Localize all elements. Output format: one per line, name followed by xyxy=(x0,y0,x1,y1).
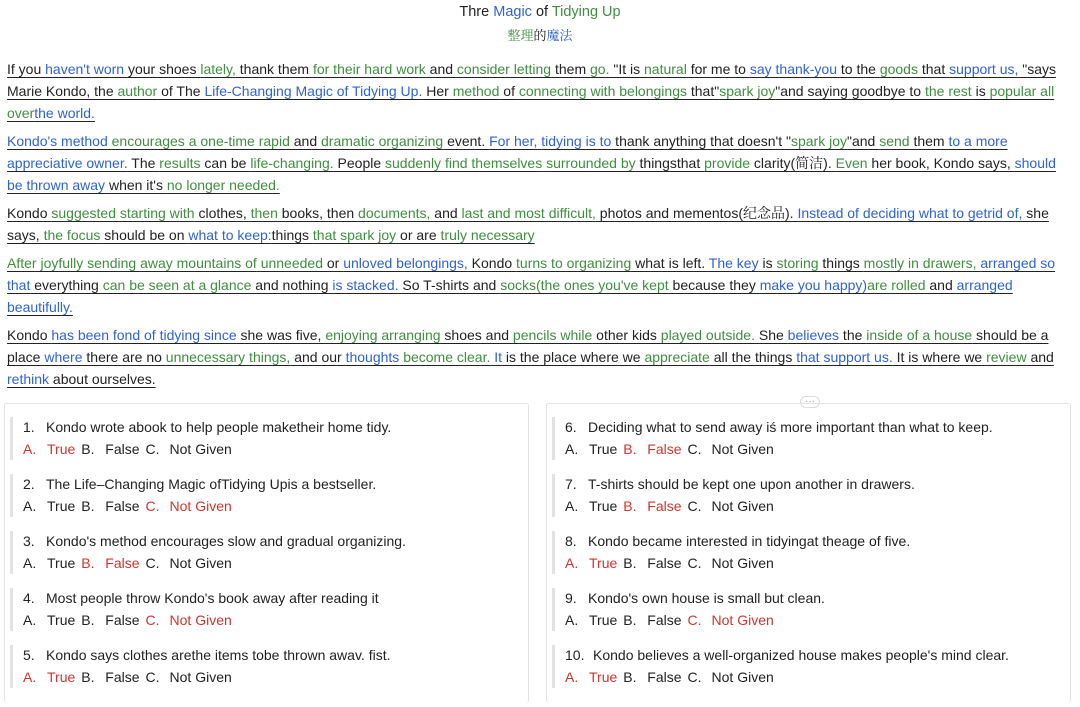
text-segment: arranged so that xyxy=(7,255,1056,293)
text-segment: and xyxy=(289,133,322,149)
text-segment: rethink xyxy=(7,371,50,387)
option-label: False xyxy=(647,441,682,457)
option-label: Not Given xyxy=(169,555,232,571)
option-label: False xyxy=(647,669,682,685)
question-number: 6. xyxy=(565,419,577,435)
questions-panel-left xyxy=(4,403,529,703)
text-segment: Kondo's method xyxy=(7,133,108,149)
passage-paragraph xyxy=(7,58,1075,124)
text-segment: Her xyxy=(422,83,453,99)
text-segment: photos and mementos(纪念品). xyxy=(595,205,798,221)
question-text xyxy=(23,531,528,552)
text-segment: thank anything that doesn't " xyxy=(611,133,791,149)
question-item xyxy=(10,417,528,460)
option-true[interactable] xyxy=(23,552,75,574)
text-segment: Magic xyxy=(493,4,532,20)
text-segment: unloved belongings, xyxy=(343,255,468,271)
text-segment: mostly xyxy=(863,255,905,271)
text-segment: and nothing xyxy=(251,277,333,293)
option-letter: B. xyxy=(81,498,95,514)
option-letter: B. xyxy=(81,555,95,571)
question-number: 1. xyxy=(23,419,35,435)
text-segment: inside of a house xyxy=(866,327,973,343)
text-segment: the focus xyxy=(43,227,101,243)
text-segment: believes xyxy=(787,327,840,343)
text-segment: "and saying goodbye to xyxy=(775,83,925,99)
option-false[interactable] xyxy=(81,666,139,688)
text-segment: other kids xyxy=(592,327,661,343)
text-segment: natural xyxy=(644,61,687,77)
option-not-given[interactable] xyxy=(688,552,774,574)
option-label: Not Given xyxy=(711,555,774,571)
text-segment: The xyxy=(127,155,160,171)
text-segment: should be on xyxy=(100,227,189,243)
question-text xyxy=(565,588,1070,609)
text-segment: truly necessary xyxy=(440,227,535,243)
option-false[interactable] xyxy=(81,552,139,574)
passage-paragraph xyxy=(7,130,1075,196)
question-item xyxy=(552,645,1070,688)
text-segment: and xyxy=(430,205,462,221)
text-segment: clarity(简洁). xyxy=(750,155,836,171)
text-segment: popular all over xyxy=(7,83,1055,121)
text-segment: So T-shirts and xyxy=(398,277,501,293)
text-segment: in drawers, xyxy=(908,255,977,271)
text-segment: turns to organizing xyxy=(516,255,632,271)
option-label: Not Given xyxy=(169,498,232,514)
text-segment: and xyxy=(425,61,457,77)
question-text xyxy=(565,645,1070,666)
question-item xyxy=(10,645,528,688)
text-segment: that spark joy xyxy=(312,227,397,243)
text-segment: she was five, xyxy=(236,327,326,343)
option-label: False xyxy=(105,498,140,514)
text-segment: of The xyxy=(157,83,205,99)
option-letter: C. xyxy=(687,612,702,628)
text-segment: People xyxy=(333,155,386,171)
text-segment: are rolled xyxy=(867,277,926,293)
passage-paragraph xyxy=(7,324,1075,390)
text-segment: dramatic organizing xyxy=(321,133,444,149)
text-segment: things xyxy=(271,227,313,243)
text-segment: haven't worn xyxy=(45,61,125,77)
option-letter: A. xyxy=(23,441,37,457)
text-segment: lately, xyxy=(200,61,236,77)
text-segment: them xyxy=(551,61,590,77)
option-false[interactable] xyxy=(623,609,681,631)
text-segment: and xyxy=(1026,349,1054,365)
question-item xyxy=(552,474,1070,517)
text-segment: of xyxy=(531,4,552,20)
question-body: Kondo became interested in tidyingat theage of five. xyxy=(588,533,911,549)
text-segment: provide xyxy=(704,155,751,171)
text-segment: Even xyxy=(835,155,868,171)
question-text xyxy=(565,474,1070,495)
text-segment: Life-Changing Magic of Tidying Up. xyxy=(204,83,423,99)
option-letter: A. xyxy=(23,555,37,571)
text-segment: "says Marie Kondo, the xyxy=(7,61,1057,99)
text-segment: appreciate xyxy=(644,349,710,365)
option-label: Not Given xyxy=(169,441,232,457)
text-segment: Kondo xyxy=(467,255,517,271)
question-number: 8. xyxy=(565,533,577,549)
option-not-given[interactable] xyxy=(688,666,774,688)
option-letter: A. xyxy=(23,669,37,685)
text-segment: socks(the ones you've kept xyxy=(500,277,669,293)
text-segment: Kondo xyxy=(7,327,52,343)
text-segment: Thre xyxy=(459,4,494,20)
option-label: True xyxy=(589,498,618,514)
option-letter: C. xyxy=(687,555,702,571)
answer-options xyxy=(565,666,1070,688)
text-segment: If you xyxy=(7,61,46,77)
answer-options xyxy=(23,438,528,460)
text-segment: connecting with belongings xyxy=(518,83,687,99)
text-segment: suddenly find themselves xyxy=(385,155,543,171)
option-not-given[interactable] xyxy=(146,438,232,460)
option-label: True xyxy=(47,498,76,514)
text-segment: that support us. xyxy=(796,349,893,365)
text-segment: should be a place xyxy=(7,327,1049,365)
question-body: T-shirts should be kept one upon another in drawers. xyxy=(588,476,915,492)
text-segment: what to keep: xyxy=(188,227,272,243)
text-segment: clothes, xyxy=(194,205,251,221)
option-false[interactable] xyxy=(81,609,139,631)
text-segment: become clear. xyxy=(403,349,491,365)
text-segment: unnecessary things, xyxy=(165,349,291,365)
option-label: Not Given xyxy=(711,669,774,685)
text-segment: go. xyxy=(590,61,610,77)
question-item xyxy=(552,531,1070,574)
text-segment: It is where we xyxy=(892,349,987,365)
option-true[interactable] xyxy=(23,495,75,517)
text-segment: say thank-you xyxy=(749,61,838,77)
text-segment: pencils while xyxy=(512,327,593,343)
question-text xyxy=(565,531,1070,552)
option-not-given[interactable] xyxy=(688,609,774,631)
option-label: False xyxy=(647,555,682,571)
question-body: Kondo believes a well-organized house makes people's mind clear. xyxy=(593,647,1009,663)
question-body: Kondo says clothes arethe items tobe thrown awav. fist. xyxy=(46,647,391,663)
option-label: Not Given xyxy=(169,612,232,628)
text-segment: documents, xyxy=(358,205,431,221)
question-body: Deciding what to send away iś more important than what to keep. xyxy=(588,419,993,435)
text-segment: has been fond of tidying since xyxy=(51,327,237,343)
text-segment: 魔法 xyxy=(546,28,573,43)
text-segment: review xyxy=(986,349,1027,365)
text-segment: what is left. xyxy=(631,255,709,271)
text-segment: storing xyxy=(776,255,819,271)
option-letter: C. xyxy=(687,669,702,685)
option-letter: B. xyxy=(623,612,637,628)
text-segment: author xyxy=(117,83,158,99)
text-segment: can be seen at a glance xyxy=(102,277,252,293)
text-segment: She xyxy=(754,327,788,343)
option-letter: C. xyxy=(145,669,160,685)
text-segment: 的 xyxy=(533,28,547,43)
text-segment: The key xyxy=(708,255,759,271)
text-segment: is xyxy=(758,255,777,271)
option-label: True xyxy=(47,612,76,628)
text-segment: Tidying Up xyxy=(551,4,621,20)
text-segment: last and most difficult, xyxy=(461,205,596,221)
question-text xyxy=(565,417,1070,438)
text-segment: suggested starting with xyxy=(51,205,195,221)
option-letter: B. xyxy=(81,441,95,457)
text-segment: Kondo xyxy=(7,205,52,221)
option-label: Not Given xyxy=(711,612,774,628)
text-segment: make you happy) xyxy=(759,277,868,293)
text-segment: because they xyxy=(668,277,760,293)
text-segment: books, then xyxy=(277,205,359,221)
text-segment: for their hard work xyxy=(312,61,426,77)
text-segment: encourages a one-time rapid xyxy=(111,133,290,149)
option-true[interactable] xyxy=(23,609,75,631)
text-segment: the xyxy=(839,327,867,343)
question-text xyxy=(23,417,528,438)
text-segment: For her, xyxy=(489,133,538,149)
question-text xyxy=(23,645,528,666)
text-segment: she says, xyxy=(7,205,1049,243)
option-false[interactable] xyxy=(81,495,139,517)
text-segment: and xyxy=(925,277,957,293)
text-segment: can be xyxy=(200,155,251,171)
answer-options xyxy=(23,609,528,631)
option-letter: B. xyxy=(81,612,95,628)
question-number: 10. xyxy=(565,647,585,663)
question-text xyxy=(23,474,528,495)
text-segment: goods xyxy=(879,61,918,77)
text-segment: arranged beautifully. xyxy=(7,277,1013,315)
option-letter: A. xyxy=(23,498,37,514)
option-not-given[interactable] xyxy=(146,609,232,631)
text-segment: for me to xyxy=(686,61,750,77)
option-label: True xyxy=(589,612,618,628)
text-segment: is stacked. xyxy=(332,277,399,293)
text-segment: send xyxy=(879,133,910,149)
question-body: Kondo's method encourages slow and gradual organizing. xyxy=(46,533,406,549)
text-segment: method xyxy=(452,83,500,99)
option-letter: B. xyxy=(623,669,637,685)
option-letter: B. xyxy=(623,498,637,514)
option-letter: C. xyxy=(145,555,160,571)
text-segment: event. xyxy=(443,133,490,149)
question-item xyxy=(552,417,1070,460)
text-segment: that" xyxy=(686,83,720,99)
option-label: False xyxy=(105,441,140,457)
option-label: False xyxy=(105,555,140,571)
text-segment: 整理 xyxy=(507,28,534,43)
text-segment: the world. xyxy=(34,105,95,121)
text-segment: everything xyxy=(30,277,103,293)
option-letter: B. xyxy=(81,669,95,685)
option-false[interactable] xyxy=(623,552,681,574)
answer-options xyxy=(23,495,528,517)
text-segment: life-changing. xyxy=(250,155,334,171)
text-segment: then xyxy=(250,205,278,221)
option-true[interactable] xyxy=(565,609,617,631)
option-true[interactable] xyxy=(565,438,617,460)
text-segment: surrounded by xyxy=(546,155,636,171)
option-letter: A. xyxy=(565,612,579,628)
text-segment: enjoying arranging xyxy=(325,327,441,343)
option-label: True xyxy=(589,441,618,457)
questions-panel-right xyxy=(546,403,1071,703)
answer-options xyxy=(23,552,528,574)
option-label: False xyxy=(105,612,140,628)
text-segment: thoughts xyxy=(345,349,400,365)
option-letter: B. xyxy=(623,441,637,457)
text-segment: spark joy xyxy=(719,83,776,99)
option-true[interactable] xyxy=(23,438,75,460)
option-not-given[interactable] xyxy=(146,552,232,574)
option-letter: A. xyxy=(23,612,37,628)
option-letter: A. xyxy=(565,555,579,571)
text-segment: that xyxy=(917,61,950,77)
option-not-given[interactable] xyxy=(688,495,774,517)
text-segment: to a more appreciative owner. xyxy=(7,133,1008,171)
option-not-given[interactable] xyxy=(688,438,774,460)
text-segment: thingsthat xyxy=(635,155,705,171)
text-segment: there are no xyxy=(82,349,166,365)
option-letter: A. xyxy=(565,498,579,514)
page-title xyxy=(0,4,1080,21)
option-true[interactable] xyxy=(565,666,617,688)
text-segment: unneeded xyxy=(260,255,323,271)
question-number: 9. xyxy=(565,590,577,606)
option-label: False xyxy=(647,498,682,514)
option-letter: C. xyxy=(145,498,160,514)
answer-options xyxy=(23,666,528,688)
passage-paragraph xyxy=(7,252,1075,318)
question-item xyxy=(10,588,528,631)
option-label: Not Given xyxy=(711,498,774,514)
option-letter: C. xyxy=(687,498,702,514)
question-item xyxy=(10,531,528,574)
option-label: Not Given xyxy=(169,669,232,685)
option-false[interactable] xyxy=(623,438,681,460)
text-segment: is the place where we xyxy=(502,349,645,365)
question-body: The Life–Changing Magic ofTidying Upis a bestseller. xyxy=(46,476,377,492)
option-label: True xyxy=(47,669,76,685)
option-not-given[interactable] xyxy=(146,666,232,688)
question-item xyxy=(10,474,528,517)
text-segment: Instead of deciding what to getrid of, xyxy=(797,205,1023,221)
option-letter: A. xyxy=(565,441,579,457)
text-segment: is xyxy=(971,83,990,99)
option-true[interactable] xyxy=(565,495,617,517)
text-segment: your shoes xyxy=(124,61,201,77)
text-segment: them xyxy=(909,133,949,149)
question-body: Kondo's own house is small but clean. xyxy=(588,590,825,606)
question-number: 7. xyxy=(565,476,577,492)
option-letter: A. xyxy=(565,669,579,685)
more-options-icon[interactable]: ··· xyxy=(800,396,820,408)
option-false[interactable] xyxy=(81,438,139,460)
text-segment: where xyxy=(44,349,83,365)
option-true[interactable] xyxy=(565,552,617,574)
text-segment: to the xyxy=(837,61,880,77)
option-label: False xyxy=(105,669,140,685)
text-segment: all the things xyxy=(709,349,797,365)
text-segment: the rest xyxy=(924,83,972,99)
answer-options xyxy=(565,609,1070,631)
question-item xyxy=(552,588,1070,631)
reading-passage xyxy=(7,58,1075,396)
text-segment: results xyxy=(159,155,201,171)
answer-options xyxy=(565,552,1070,574)
page-subtitle xyxy=(0,27,1080,44)
text-segment: "and xyxy=(846,133,880,149)
text-segment: "It is xyxy=(609,61,644,77)
question-number: 5. xyxy=(23,647,35,663)
option-letter: B. xyxy=(623,555,637,571)
text-segment: shoes and xyxy=(440,327,513,343)
text-segment: or are xyxy=(396,227,441,243)
text-segment: and our xyxy=(290,349,346,365)
option-label: Not Given xyxy=(711,441,774,457)
text-segment: should be thrown away xyxy=(7,155,1056,193)
question-number: 2. xyxy=(23,476,35,492)
text-segment: tidying is to xyxy=(541,133,612,149)
option-letter: C. xyxy=(145,612,160,628)
text-segment: After joyfully sending away mountains of xyxy=(7,255,257,271)
option-label: False xyxy=(647,612,682,628)
answer-options xyxy=(565,438,1070,460)
text-segment: played outside. xyxy=(660,327,755,343)
option-letter: C. xyxy=(145,441,160,457)
option-not-given[interactable] xyxy=(146,495,232,517)
text-segment: spark joy xyxy=(790,133,847,149)
answer-options xyxy=(565,495,1070,517)
option-letter: C. xyxy=(687,441,702,457)
option-false[interactable] xyxy=(623,495,681,517)
text-segment: thank them xyxy=(235,61,313,77)
option-label: True xyxy=(47,555,76,571)
question-number: 3. xyxy=(23,533,35,549)
text-segment: of xyxy=(499,83,519,99)
option-label: True xyxy=(47,441,76,457)
text-segment: or xyxy=(323,255,344,271)
question-body: Kondo wrote abook to help people maketheir home tidy. xyxy=(46,419,392,435)
text-segment: It xyxy=(494,349,503,365)
text-segment: when it's xyxy=(105,177,167,193)
text-segment: about ourselves. xyxy=(49,371,156,387)
question-text xyxy=(23,588,528,609)
option-label: True xyxy=(589,669,618,685)
passage-paragraph xyxy=(7,202,1075,246)
option-label: True xyxy=(589,555,618,571)
question-number: 4. xyxy=(23,590,35,606)
option-false[interactable] xyxy=(623,666,681,688)
text-segment: no longer needed. xyxy=(166,177,280,193)
question-body: Most people throw Kondo's book away after reading it xyxy=(46,590,379,606)
text-segment: her book, Kondo says, xyxy=(867,155,1015,171)
option-true[interactable] xyxy=(23,666,75,688)
text-segment: consider letting xyxy=(456,61,552,77)
text-segment: support us, xyxy=(949,61,1019,77)
text-segment: things xyxy=(818,255,864,271)
